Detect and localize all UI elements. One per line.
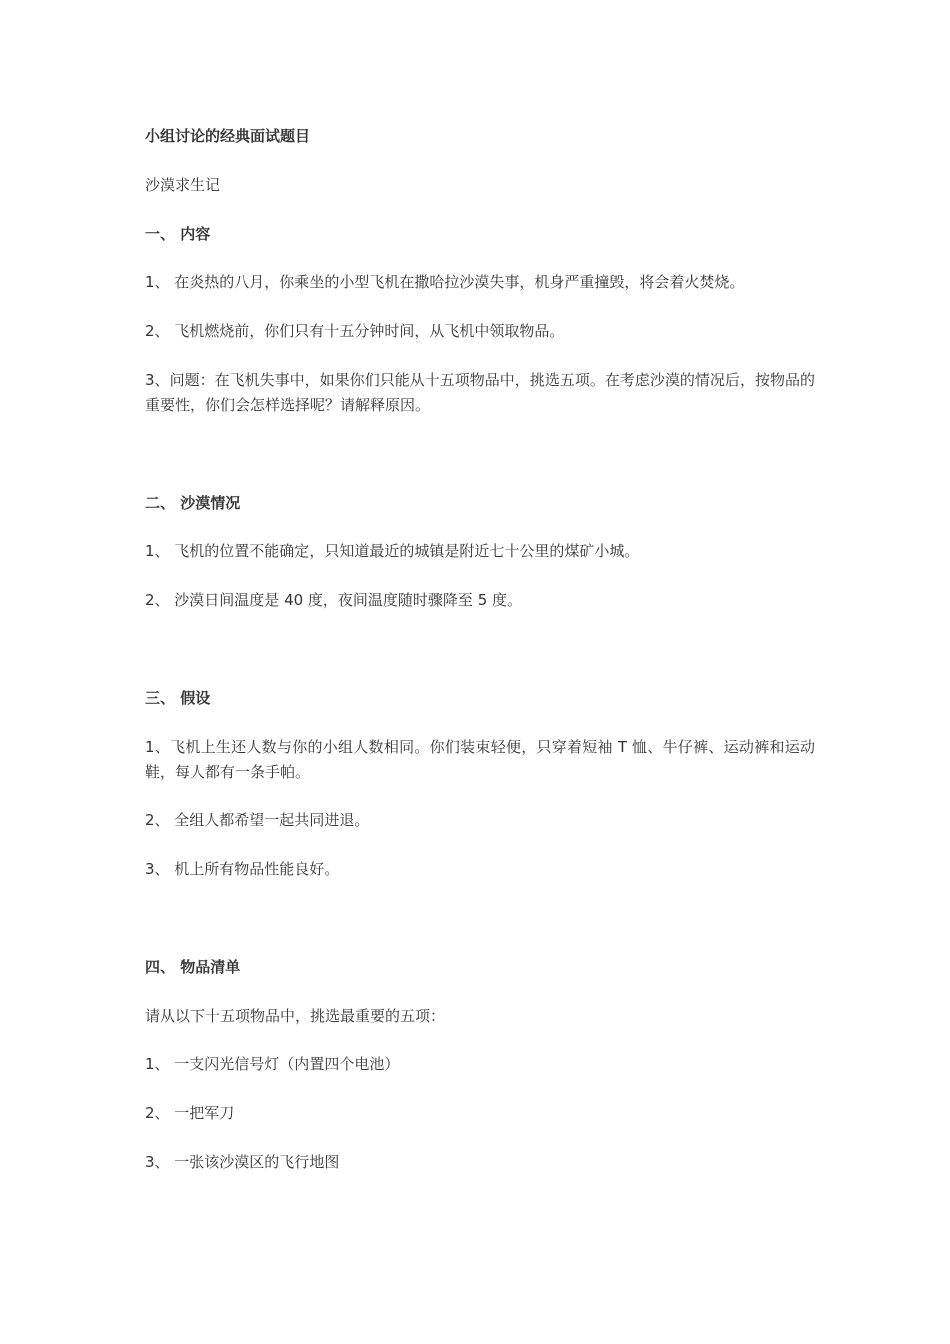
list-item: 1、 一支闪光信号灯（内置四个电池） (145, 1055, 400, 1073)
list-item: 1、 飞机的位置不能确定，只知道最近的城镇是附近七十公里的煤矿小城。 (145, 542, 640, 560)
document-title: 小组讨论的经典面试题目 (145, 127, 311, 145)
list-item: 2、 全组人都希望一起共同进退。 (145, 811, 370, 829)
list-item: 3、 机上所有物品性能良好。 (145, 860, 340, 878)
section-heading-content: 一、 内容 (145, 225, 211, 243)
list-item: 2、 一把军刀 (145, 1104, 235, 1122)
section-heading-item-list: 四、 物品清单 (145, 958, 241, 976)
list-item: 2、 飞机燃烧前，你们只有十五分钟时间，从飞机中领取物品。 (145, 322, 565, 340)
document-subtitle: 沙漠求生记 (145, 176, 221, 194)
list-item: 3、问题：在飞机失事中，如果你们只能从十五项物品中，挑选五项。在考虑沙漠的情况后，按物品的重要性，你们会怎样选择呢？请解释原因。 (145, 371, 815, 414)
list-item: 2、 沙漠日间温度是 40 度，夜间温度随时骤降至 5 度。 (145, 591, 523, 609)
section-intro: 请从以下十五项物品中，挑选最重要的五项： (145, 1007, 446, 1025)
list-item: 1、飞机上生还人数与你的小组人数相同。你们装束轻便，只穿着短袖 T 恤、牛仔裤、运动裤和运动鞋，每人都有一条手帕。 (145, 738, 815, 781)
list-item: 1、 在炎热的八月，你乘坐的小型飞机在撒哈拉沙漠失事，机身严重撞毁，将会着火焚烧。 (145, 273, 745, 291)
list-item: 3、 一张该沙漠区的飞行地图 (145, 1153, 340, 1171)
section-heading-desert: 二、 沙漠情况 (145, 494, 241, 512)
section-heading-assumptions: 三、 假设 (145, 689, 211, 707)
